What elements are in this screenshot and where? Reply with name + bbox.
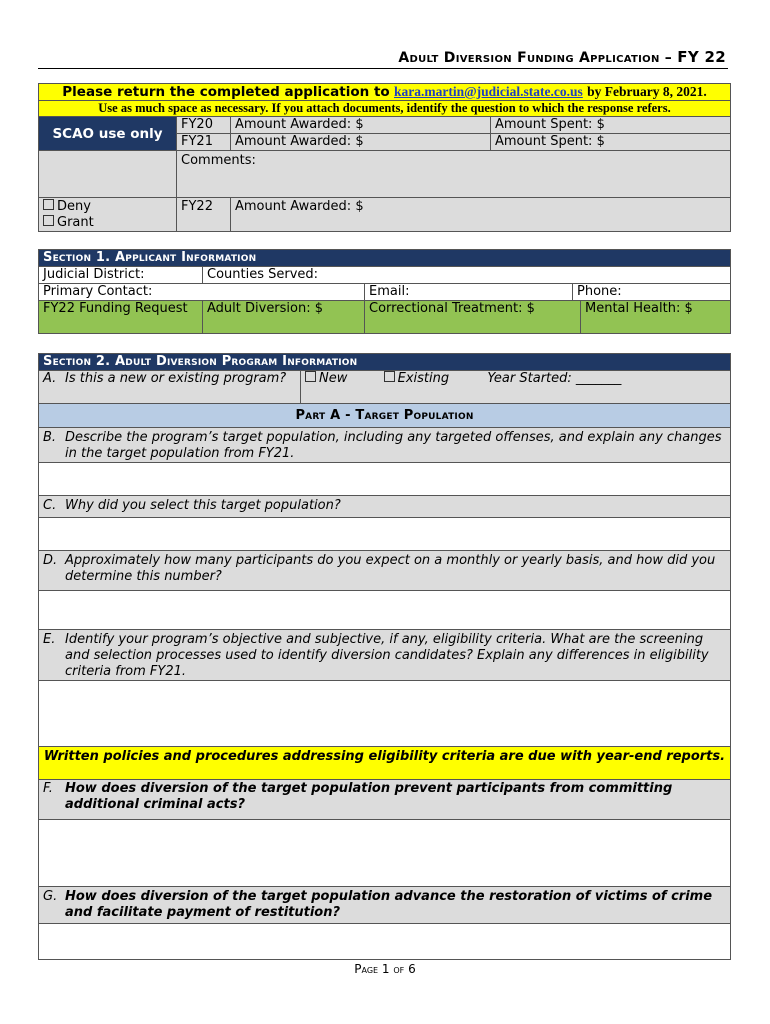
scao-fy20-spent[interactable]: Amount Spent: $: [491, 117, 731, 134]
section1-title: Section 1. Applicant Information: [39, 250, 731, 267]
question-a: A. Is this a new or existing program?: [39, 371, 301, 404]
section2-title: Section 2. Adult Diversion Program Information: [39, 354, 731, 371]
return-email-link[interactable]: kara.martin@judicial.state.co.us: [394, 84, 583, 99]
document-title: Adult Diversion Funding Application – FY 22: [398, 48, 726, 66]
primary-contact-field[interactable]: Primary Contact:: [39, 284, 365, 301]
scao-fy21: FY21: [177, 134, 231, 151]
question-d: D. Approximately how many participants do you expect on a monthly or yearly basis, and how did you determine this number?: [39, 551, 731, 591]
answer-b[interactable]: [39, 463, 731, 496]
scao-fy22: FY22: [177, 198, 231, 232]
answer-e[interactable]: [39, 681, 731, 747]
grant-option[interactable]: Grant: [43, 215, 172, 231]
question-a-options: [301, 371, 731, 404]
email-field[interactable]: Email:: [365, 284, 573, 301]
scao-fy22-awarded[interactable]: Amount Awarded: $: [231, 198, 731, 232]
option-new[interactable]: New: [305, 371, 347, 386]
deny-checkbox[interactable]: [43, 199, 54, 210]
question-b: B. Describe the program’s target population, including any targeted offenses, and explain any changes in the target population from FY21.: [39, 428, 731, 463]
phone-field[interactable]: Phone:: [573, 284, 731, 301]
header-divider: [38, 68, 728, 69]
page-number: Page 1 of 6: [354, 962, 416, 976]
answer-d[interactable]: [39, 591, 731, 630]
question-f: F. How does diversion of the target population prevent participants from committing additional criminal acts?: [39, 780, 731, 820]
answer-f[interactable]: [39, 820, 731, 887]
part-a-heading: Part A - Target Population: [39, 404, 731, 428]
return-subtext: Use as much space as necessary. If you attach documents, identify the question to which the response refers.: [39, 101, 731, 117]
question-c: C. Why did you select this target population?: [39, 496, 731, 518]
correctional-treatment-field[interactable]: Correctional Treatment: $: [365, 301, 581, 334]
policy-notice: Written policies and procedures addressing eligibility criteria are due with year-end reports.: [39, 747, 731, 780]
scao-label: SCAO use only: [39, 117, 177, 151]
question-g: G. How does diversion of the target population advance the restoration of victims of crime and facilitate payment of restitution?: [39, 887, 731, 924]
answer-g[interactable]: [39, 924, 731, 960]
scao-fy21-spent[interactable]: Amount Spent: $: [491, 134, 731, 151]
scao-fy20-awarded[interactable]: Amount Awarded: $: [231, 117, 491, 134]
grant-checkbox[interactable]: [43, 215, 54, 226]
new-checkbox[interactable]: [305, 371, 316, 382]
scao-fy21-awarded[interactable]: Amount Awarded: $: [231, 134, 491, 151]
funding-request-label: FY22 Funding Request: [39, 301, 203, 334]
answer-c[interactable]: [39, 518, 731, 551]
counties-served-field[interactable]: Counties Served:: [203, 267, 731, 284]
mental-health-field[interactable]: Mental Health: $: [581, 301, 731, 334]
scao-decision: [39, 198, 177, 232]
deny-option[interactable]: Deny: [43, 199, 172, 215]
section1-table: [38, 249, 731, 334]
scao-comments[interactable]: Comments:: [177, 151, 731, 198]
section2-table: [38, 353, 731, 960]
scao-table: [38, 83, 731, 232]
return-notice: Please return the completed application to kara.martin@judicial.state.co.us by February 8, 2021.: [39, 84, 731, 101]
scao-blank-cell: [39, 151, 177, 198]
judicial-district-field[interactable]: Judicial District:: [39, 267, 203, 284]
existing-checkbox[interactable]: [384, 371, 395, 382]
adult-diversion-field[interactable]: Adult Diversion: $: [203, 301, 365, 334]
scao-fy20: FY20: [177, 117, 231, 134]
question-e: E. Identify your program’s objective and subjective, if any, eligibility criteria. What are the screening and selection processes used to identify diversion candidates? Explain any differences in eligibility criteria from FY21.: [39, 630, 731, 681]
option-existing[interactable]: Existing: [384, 371, 450, 386]
year-started-field[interactable]: Year Started: _______: [487, 371, 622, 386]
